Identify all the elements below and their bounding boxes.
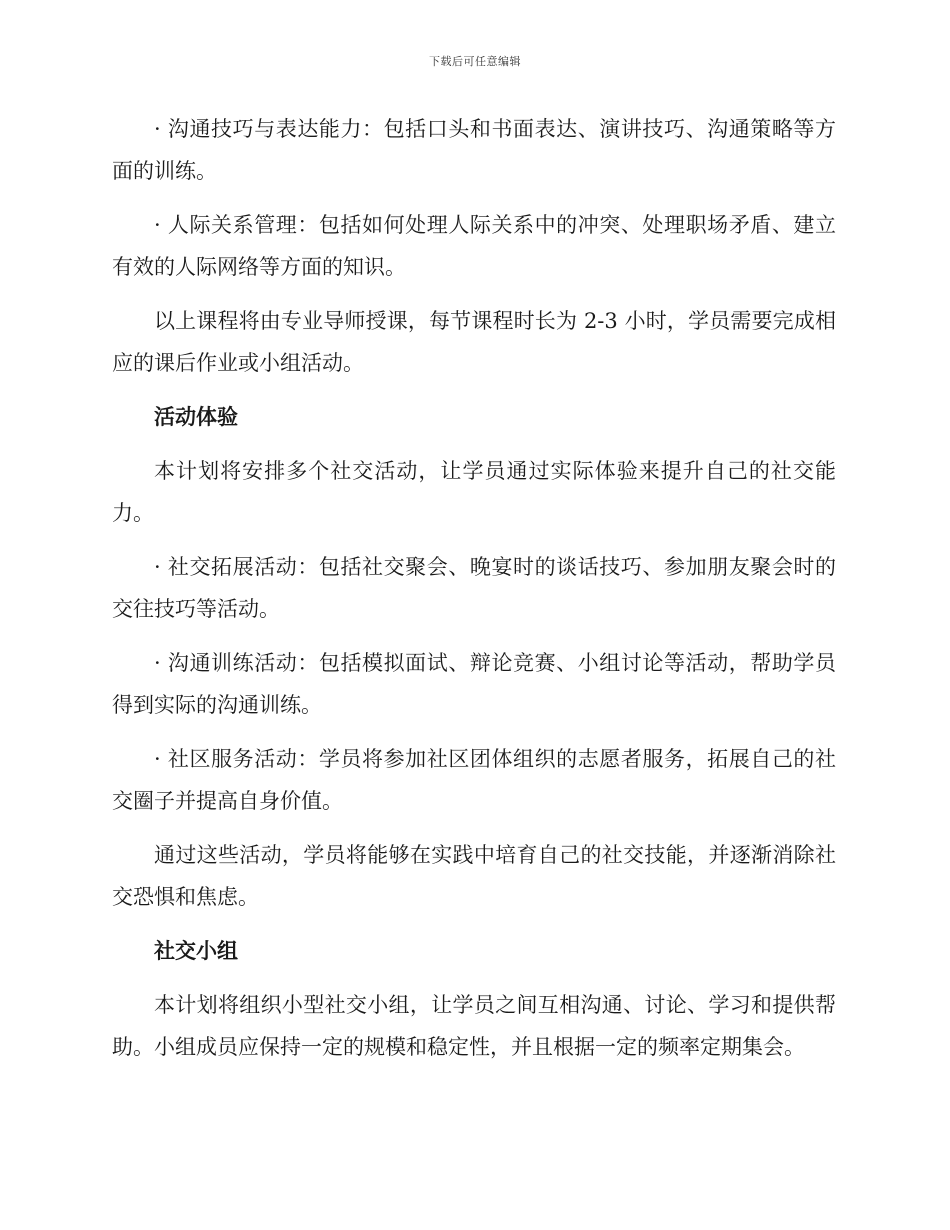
section-heading-activities: 活动体验 [154, 404, 238, 429]
activities-intro-paragraph: 本计划将安排多个社交活动，让学员通过实际体验来提升自己的社交能力。 [112, 459, 836, 525]
bullet-relationship-management: · 人际关系管理：包括如何处理人际关系中的冲突、处理职场矛盾、建立有效的人际网络等方面的知识。 [112, 213, 836, 279]
bullet-social-expansion: · 社交拓展活动：包括社交聚会、晚宴时的谈话技巧、参加朋友聚会时的交往技巧等活动。 [112, 555, 836, 621]
course-summary-paragraph: 以上课程将由专业导师授课，每节课程时长为 2-3 小时，学员需要完成相应的课后作业或小组活动。 [112, 309, 836, 375]
page-header: 下载后可任意编辑 [429, 55, 521, 68]
social-groups-paragraph: 本计划将组织小型社交小组，让学员之间互相沟通、讨论、学习和提供帮助。小组成员应保持一定的规模和稳定性，并且根据一定的频率定期集会。 [112, 993, 836, 1059]
bullet-community-service: · 社区服务活动：学员将参加社区团体组织的志愿者服务，拓展自己的社交圈子并提高自身价值。 [112, 747, 836, 813]
bullet-communication-skills: · 沟通技巧与表达能力：包括口头和书面表达、演讲技巧、沟通策略等方面的训练。 [112, 117, 836, 183]
document-body [112, 108, 836, 1080]
section-heading-social-groups: 社交小组 [154, 938, 238, 963]
bullet-communication-training: · 沟通训练活动：包括模拟面试、辩论竞赛、小组讨论等活动，帮助学员得到实际的沟通训练。 [112, 651, 836, 717]
activities-summary-paragraph: 通过这些活动，学员将能够在实践中培育自己的社交技能，并逐渐消除社交恐惧和焦虑。 [112, 843, 836, 909]
